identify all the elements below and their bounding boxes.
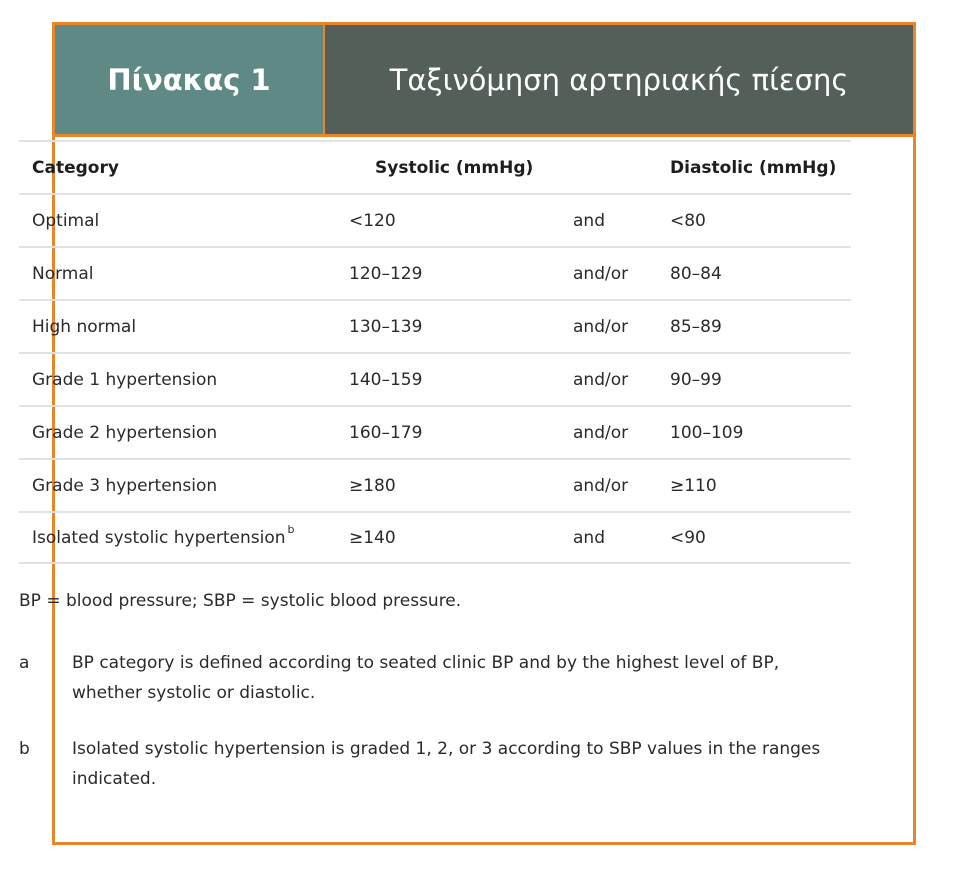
systolic-cell: 130–139 [349, 316, 423, 337]
table-row [19, 352, 851, 405]
diastolic-cell: 90–99 [670, 369, 722, 390]
systolic-cell: 140–159 [349, 369, 423, 390]
footnote-b [19, 734, 839, 794]
table-number-label: Πίνακας 1 [55, 25, 325, 134]
footnote-superscript: b [287, 523, 295, 536]
category-cell: High normal [32, 316, 137, 337]
systolic-cell: <120 [349, 210, 396, 231]
bp-classification-table [19, 140, 851, 564]
table-row [19, 458, 851, 511]
category-cell: Normal [32, 263, 94, 284]
footnote-text: Isolated systolic hypertension is graded 1, 2, or 3 according to SBP values in the ranges indicated. [72, 739, 821, 789]
connector-cell: and/or [573, 263, 629, 284]
table-row [19, 193, 851, 246]
connector-cell: and [573, 527, 605, 548]
category-cell [32, 513, 294, 562]
footnote-text: BP category is defined according to seated clinic BP and by the highest level of BP, whether systolic or diastolic. [72, 653, 780, 703]
connector-cell: and/or [573, 316, 629, 337]
table-row [19, 405, 851, 458]
category-text: Isolated systolic hypertension [32, 527, 286, 548]
systolic-cell: 120–129 [349, 263, 423, 284]
table-row [19, 511, 851, 564]
diastolic-cell: 100–109 [670, 422, 744, 443]
systolic-cell: 160–179 [349, 422, 423, 443]
column-header-systolic: Systolic (mmHg) [375, 157, 534, 178]
category-cell: Grade 1 hypertension [32, 369, 218, 390]
systolic-cell: ≥140 [349, 527, 396, 548]
footnote-mark: b [19, 739, 30, 759]
diastolic-cell: 85–89 [670, 316, 722, 337]
table-row [19, 299, 851, 352]
diastolic-cell: 80–84 [670, 263, 722, 284]
systolic-cell: ≥180 [349, 475, 396, 496]
diastolic-cell: <80 [670, 210, 706, 231]
category-cell: Grade 2 hypertension [32, 422, 218, 443]
category-cell: Optimal [32, 210, 100, 231]
connector-cell: and/or [573, 475, 629, 496]
diastolic-cell: ≥110 [670, 475, 717, 496]
connector-cell: and/or [573, 369, 629, 390]
category-cell: Grade 3 hypertension [32, 475, 218, 496]
connector-cell: and [573, 210, 605, 231]
table-header-bar [55, 25, 913, 137]
diastolic-cell: <90 [670, 527, 706, 548]
abbreviations-note: BP = blood pressure; SBP = systolic blood pressure. [19, 591, 462, 611]
connector-cell: and/or [573, 422, 629, 443]
table-header-row [19, 140, 851, 193]
column-header-diastolic: Diastolic (mmHg) [670, 157, 837, 178]
column-header-category: Category [32, 157, 119, 178]
table-row [19, 246, 851, 299]
footnote-mark: a [19, 653, 30, 673]
table-title: Ταξινόμηση αρτηριακής πίεσης [325, 25, 913, 134]
footnote-a [19, 648, 839, 708]
